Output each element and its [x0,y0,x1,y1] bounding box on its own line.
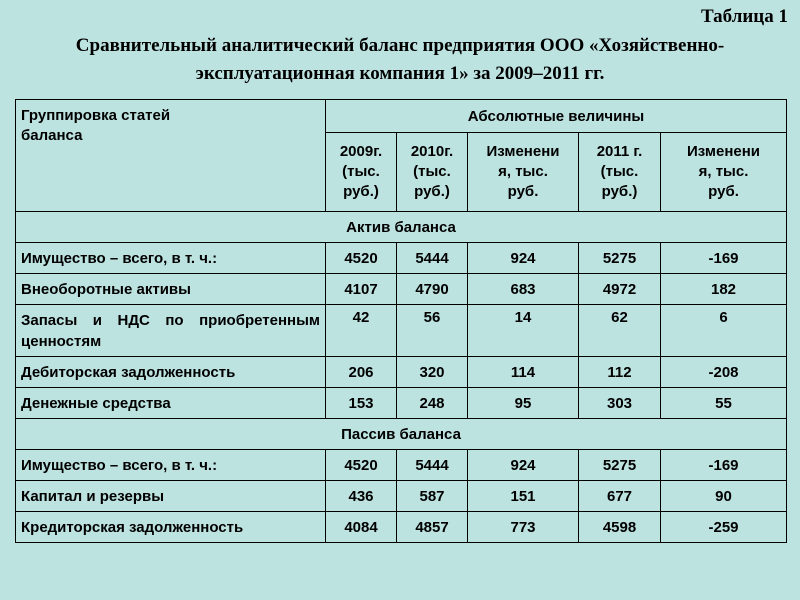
row-value: 4107 [326,274,397,305]
row-value: -169 [661,450,787,481]
column-header-line: руб. [708,183,739,200]
row-value: 5275 [579,243,661,274]
column-header-line: руб. [507,183,539,200]
absolute-values-header: Абсолютные величины [326,100,787,133]
row-value: 112 [579,357,661,388]
column-header-line: (тыс. [413,163,451,180]
page-title [0,32,800,88]
table-label: Таблица 1 [700,6,788,27]
column-header-4 [579,133,661,212]
row-value: 683 [468,274,579,305]
row-value: 4520 [326,450,397,481]
row-value: 182 [661,274,787,305]
row-value: 4790 [397,274,468,305]
row-value: 153 [326,388,397,419]
column-header-line: 2009г. [339,143,383,160]
section-row [16,212,787,243]
column-header-3 [468,133,579,212]
row-name: Запасы и НДС по приобретенным ценностям [16,305,326,357]
row-value: 4520 [326,243,397,274]
row-name: Кредиторская задолженность [16,512,326,543]
column-header-line: 2010г. [410,143,454,160]
row-name: Имущество – всего, в т. ч.: [16,450,326,481]
table-row [16,481,787,512]
row-value: 773 [468,512,579,543]
column-header-line: руб.) [601,183,638,200]
column-header-line: (тыс. [342,163,380,180]
row-value: 677 [579,481,661,512]
section-row [16,419,787,450]
balance-table [15,99,787,543]
row-name: Имущество – всего, в т. ч.: [16,243,326,274]
table-row [16,512,787,543]
row-value: 14 [468,305,579,357]
row-value: 4857 [397,512,468,543]
column-header-line: 2011 г. [596,143,643,160]
row-value: 5275 [579,450,661,481]
column-header-line: я, тыс. [698,163,749,180]
row-value: -259 [661,512,787,543]
table-row [16,357,787,388]
column-header-line: Изменени [486,143,560,160]
row-value: 248 [397,388,468,419]
row-value: 90 [661,481,787,512]
row-value: 5444 [397,450,468,481]
row-name: Дебиторская задолженность [16,357,326,388]
column-header-line: Изменени [687,143,761,160]
column-header-line: руб.) [414,183,450,200]
row-value: 4084 [326,512,397,543]
row-value: 924 [468,243,579,274]
table-row [16,243,787,274]
column-header-line: я, тыс. [498,163,548,180]
row-value: 5444 [397,243,468,274]
row-value: 62 [579,305,661,357]
row-value: 924 [468,450,579,481]
row-name: Внеоборотные активы [16,274,326,305]
column-header-5 [661,133,787,212]
column-header-2 [397,133,468,212]
row-value: -208 [661,357,787,388]
table-row [16,388,787,419]
row-value: 4972 [579,274,661,305]
group-header-line-2: баланса [21,127,83,144]
title-line-1: Сравнительный аналитический баланс предприятия ООО «Хозяйственно- [75,35,725,56]
row-value: -169 [661,243,787,274]
column-header-line: руб.) [343,183,379,200]
row-value: 42 [326,305,397,357]
row-value: 55 [661,388,787,419]
group-header-cell [16,100,326,212]
table-row [16,274,787,305]
title-line-2: эксплуатационная компания 1» за 2009–2011 гг. [195,63,605,84]
section-title: Актив баланса [16,212,787,243]
section-title: Пассив баланса [16,419,787,450]
row-value: 114 [468,357,579,388]
row-value: 206 [326,357,397,388]
column-header-1 [326,133,397,212]
row-value: 320 [397,357,468,388]
table-row [16,450,787,481]
row-value: 56 [397,305,468,357]
row-value: 151 [468,481,579,512]
row-value: 587 [397,481,468,512]
row-name: Капитал и резервы [16,481,326,512]
group-header-line-1: Группировка статей [21,107,171,124]
table-row [16,305,787,357]
row-name: Денежные средства [16,388,326,419]
row-value: 6 [661,305,787,357]
row-value: 436 [326,481,397,512]
row-value: 303 [579,388,661,419]
column-header-line: (тыс. [600,163,639,180]
row-value: 95 [468,388,579,419]
row-value: 4598 [579,512,661,543]
